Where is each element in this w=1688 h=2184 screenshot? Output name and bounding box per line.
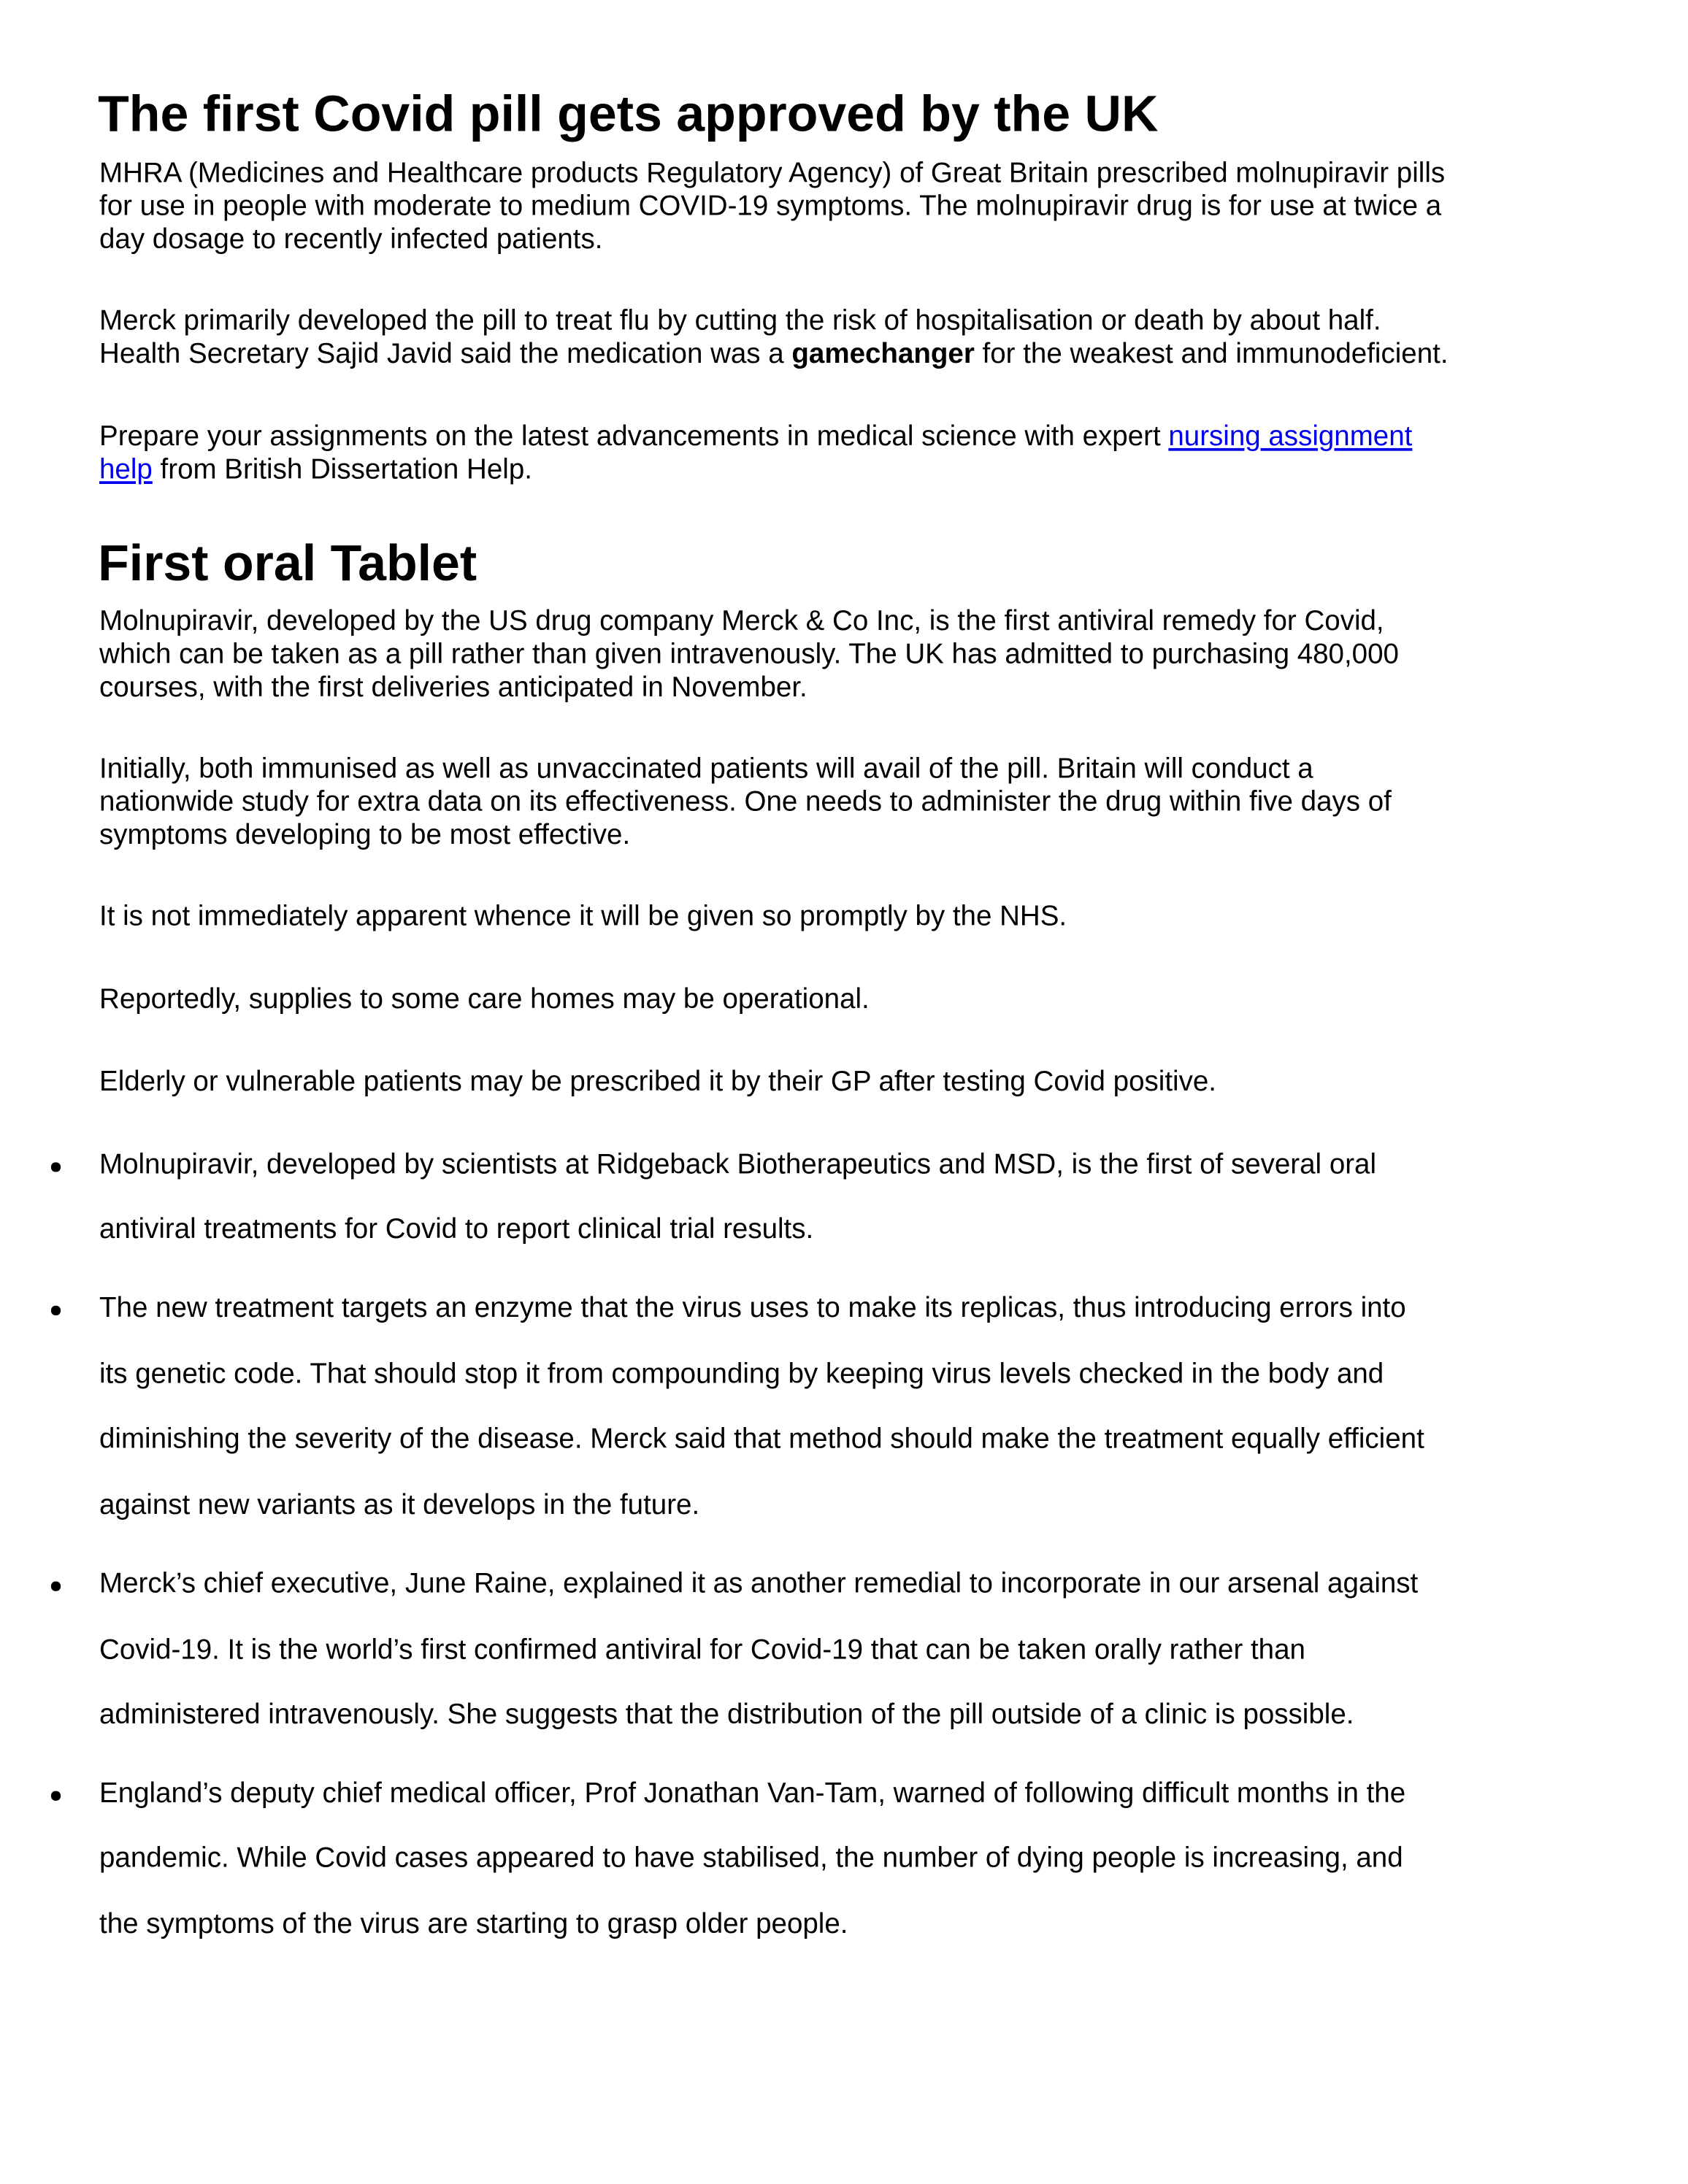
text-run: Prepare your assignments on the latest advancements in medical science with expert [99,422,1169,453]
list-item-line: the symptoms of the virus are starting to grasp older people. [99,1910,848,1940]
bullet-dot-icon [51,1162,60,1171]
paragraph-line [99,338,1449,371]
bullet-dot-icon [51,1306,60,1315]
paragraph-line: day dosage to recently infected patients. [99,224,603,255]
paragraph-line: Molnupiravir, developed by the US drug company Merck & Co Inc, is the first antiviral remedy for Covid, [99,607,1384,637]
paragraph-line: courses, with the first deliveries anticipated in November. [99,672,807,704]
bullet-dot-icon [51,1582,60,1591]
paragraph-line [99,453,532,486]
list-item-line: Merck’s chief executive, June Raine, explained it as another remedial to incorporate in our arsenal against [99,1569,1419,1600]
list-item-line: against new variants as it develops in the future. [99,1490,700,1521]
paragraph-line: symptoms developing to be most effective. [99,820,631,851]
bullet-dot-icon [51,1791,60,1800]
nursing-assignment-help-link-continued[interactable]: help [99,455,153,485]
text-run: from British Dissertation Help. [152,455,532,485]
paragraph-line: which can be taken as a pill rather than given intravenously. The UK has admitted to purchasing 480,000 [99,639,1399,671]
paragraph-line: MHRA (Medicines and Healthcare products Regulatory Agency) of Great Britain prescribed molnupiravir pills [99,158,1446,189]
list-item-line: diminishing the severity of the disease. Merck said that method should make the treatment equally efficient [99,1424,1424,1455]
list-item-line: England’s deputy chief medical officer, Prof Jonathan Van-Tam, warned of following difficult months in the [99,1778,1406,1810]
page-title: The first Covid pill gets approved by the UK [98,85,1159,142]
list-item-line: antiviral treatments for Covid to report clinical trial results. [99,1215,814,1245]
bold-term-gamechanger: gamechanger [791,339,975,370]
paragraph-line: Initially, both immunised as well as unvaccinated patients will avail of the pill. Britain will conduct a [99,754,1313,785]
list-item-line: Molnupiravir, developed by scientists at Ridgeback Biotherapeutics and MSD, is the first of several oral [99,1150,1377,1180]
list-item-line: Covid-19. It is the world’s first confirmed antiviral for Covid-19 that can be taken orally rather than [99,1635,1305,1666]
list-item-line: The new treatment targets an enzyme that the virus uses to make its replicas, thus introducing errors into [99,1293,1406,1324]
text-run: Health Secretary Sajid Javid said the medication was a [99,339,792,370]
paragraph-line: nationwide study for extra data on its effectiveness. One needs to administer the drug within five days of [99,787,1392,818]
nursing-assignment-help-link[interactable]: nursing assignment [1168,422,1413,453]
paragraph-line: Merck primarily developed the pill to treat flu by cutting the risk of hospitalisation or death by about half. [99,306,1381,337]
list-item-line: pandemic. While Covid cases appeared to have stabilised, the number of dying people is increasing, and [99,1843,1403,1875]
section-paragraph-5: Elderly or vulnerable patients may be prescribed it by their GP after testing Covid positive. [99,1067,1216,1098]
list-item-line: its genetic code. That should stop it from compounding by keeping virus levels checked in the body and [99,1359,1384,1391]
section-paragraph-4: Reportedly, supplies to some care homes may be operational. [99,984,870,1015]
paragraph-line [99,420,1412,453]
text-run: for the weakest and immunodeficient. [974,339,1449,370]
paragraph-line: for use in people with moderate to medium COVID-19 symptoms. The molnupiravir drug is for use at twice a [99,191,1442,223]
list-item-line: administered intravenously. She suggests that the distribution of the pill outside of a clinic is possible. [99,1700,1354,1731]
section-paragraph-3: It is not immediately apparent whence it will be given so promptly by the NHS. [99,901,1067,932]
section-heading: First oral Tablet [98,534,477,592]
